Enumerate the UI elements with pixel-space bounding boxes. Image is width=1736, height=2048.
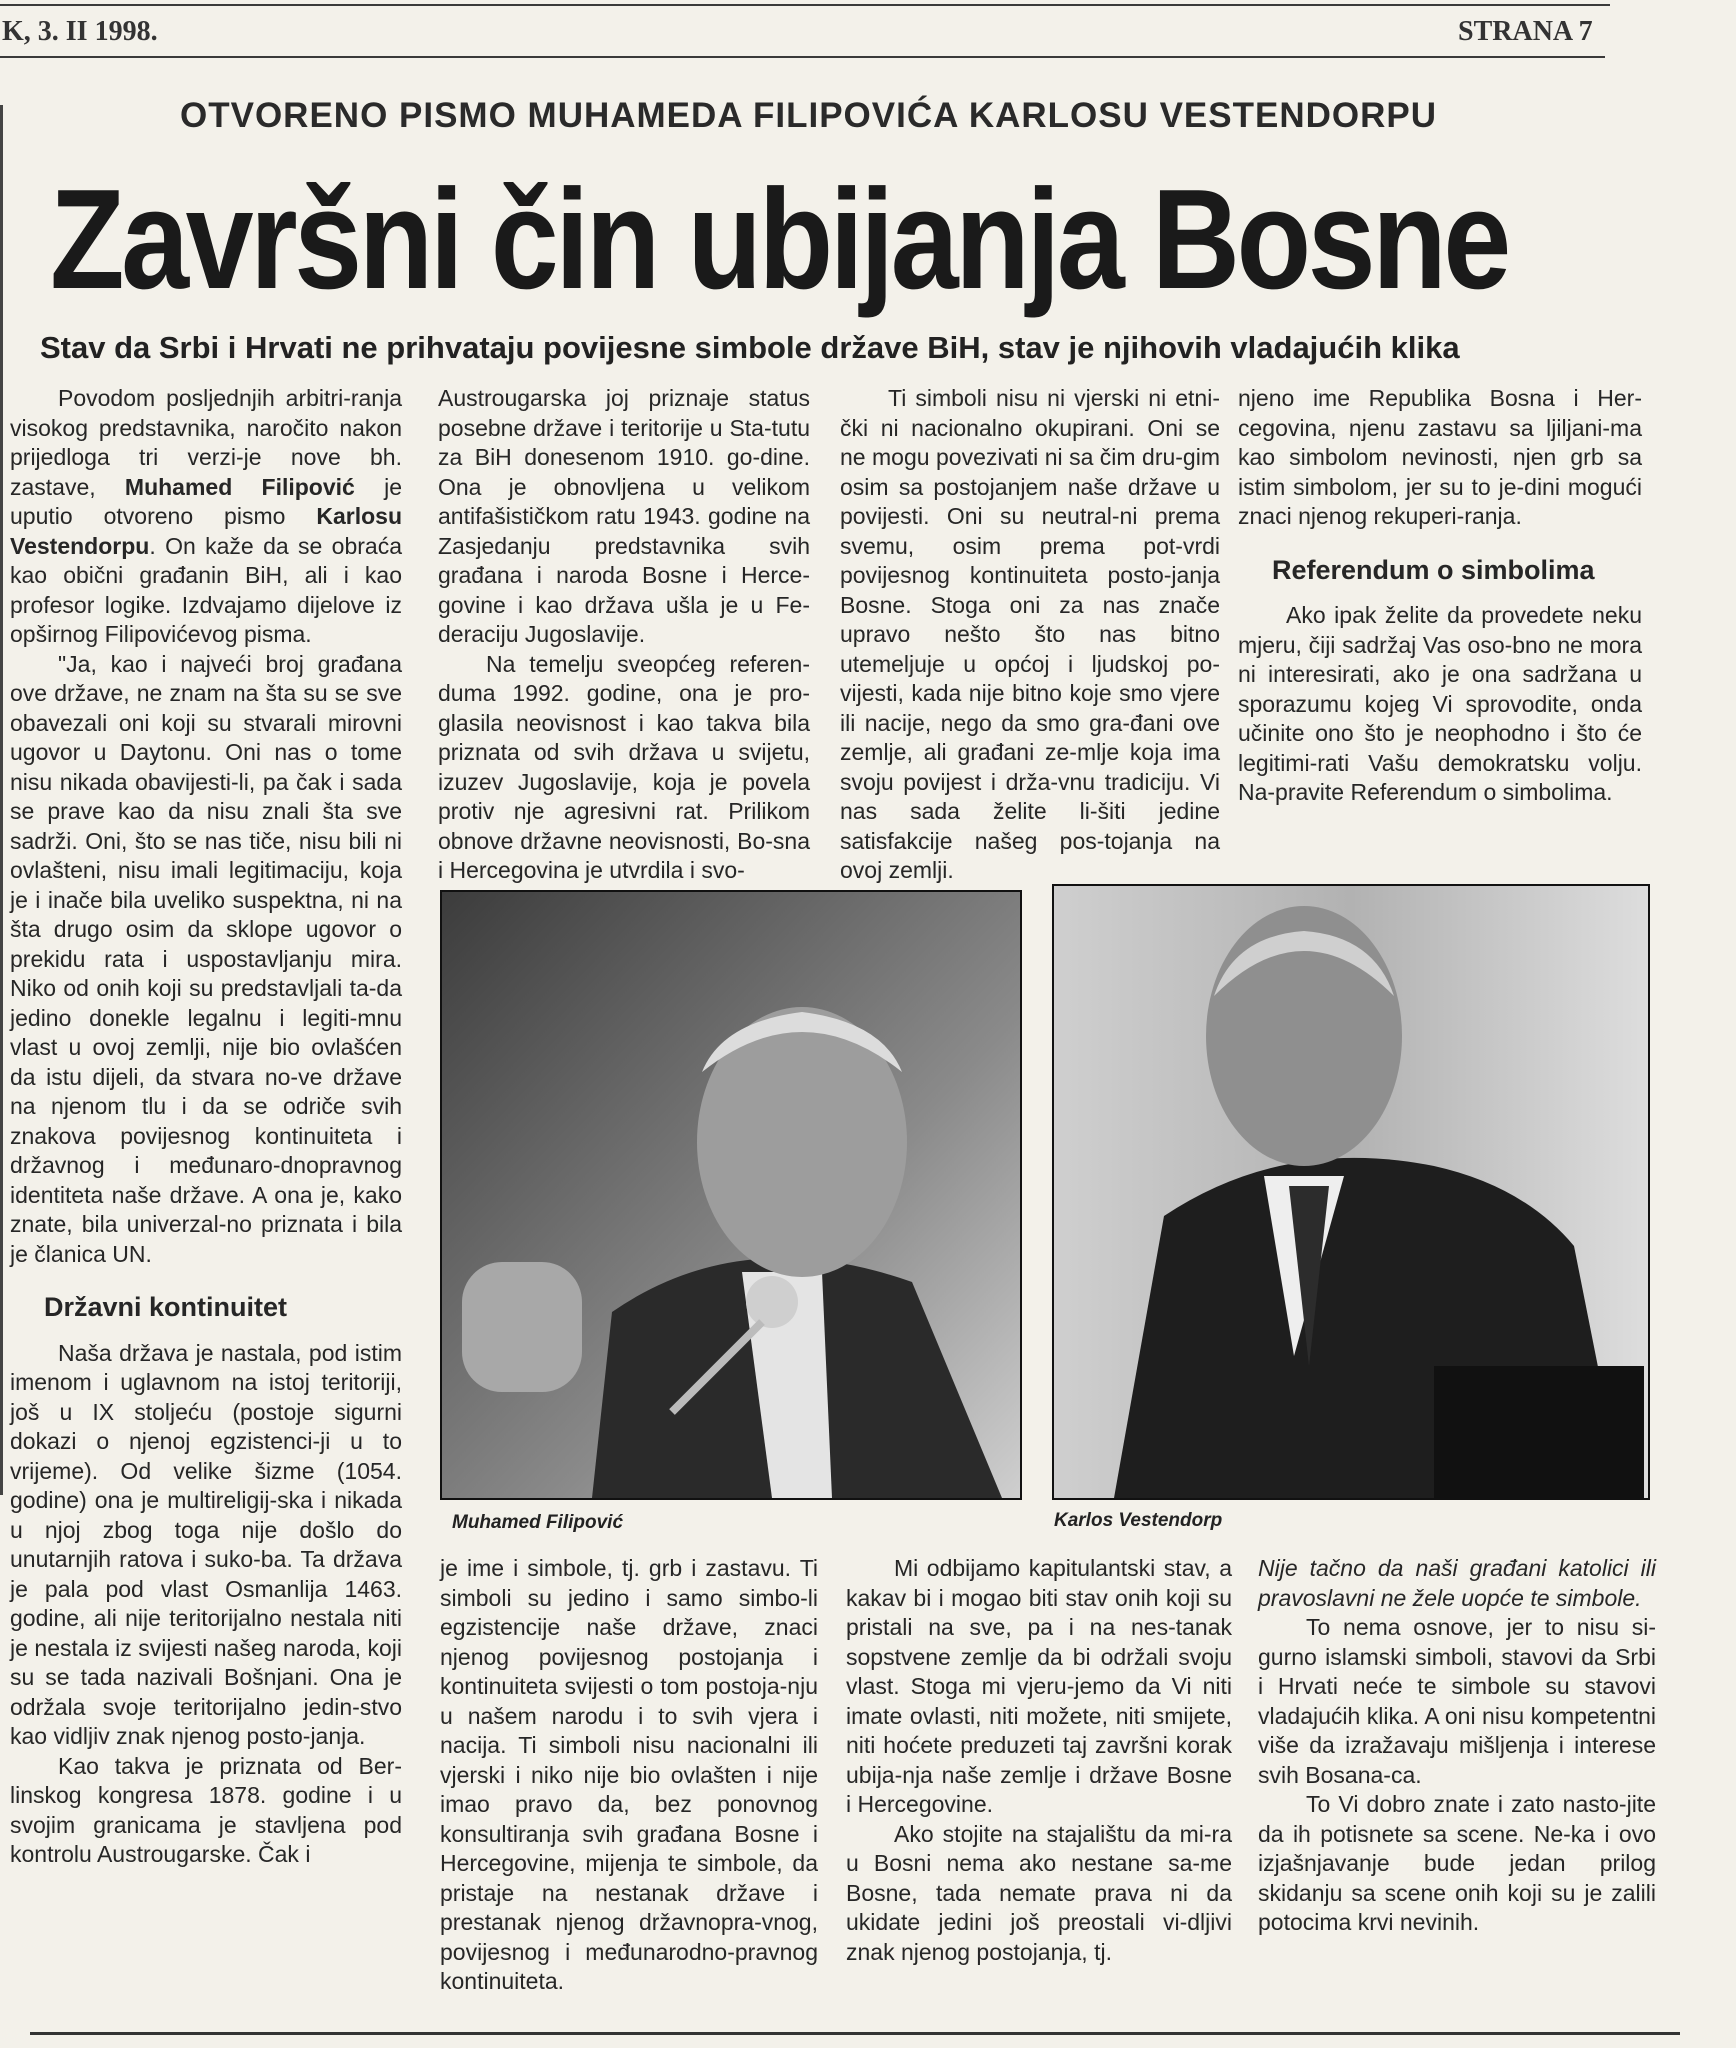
italic-text: Nije tačno da naši građani katolici ili pravoslavni ne žele uopće te simbole. (1258, 1555, 1656, 1611)
article-column-6 (846, 1554, 1232, 1967)
portrait-illustration (1054, 886, 1648, 1498)
intro-text-c: . On kaže da se obraća kao obični građanin BiH, ali i kao profesor logike. Izdvajamo dijelove iz opširnog Filipovićevog pisma. (10, 532, 402, 647)
paragraph: Ako stojite na stajalištu da mi-ra u Bosni nema ako nestane sa-me Bosne, tada nemate prava ni da ukidate jedini još preostali vi-dljivi znak njenog postojanja, tj. (846, 1820, 1232, 1965)
paragraph: Ti simboli nisu ni vjerski ni etni-čki ni nacionalno okupirani. Oni se ne mogu povezivati ni sa čim dru-gim osim sa postojanjem naše države u povijesti. Oni su neutral-ni prema svemu, osim prema pot-vrdi povijesnog kontinuiteta posto-janja Bosne. Stoga oni za nas znače upravo nešto što nas bitno utemeljuje u općoj i ljudskoj po-vijesti, kada nije bitno koje smo vjere ili nacije, nego da smo gra-đani ove zemlje, ali građani ze-mlje koja ima svoju povijest i drža-vnu tradiciju. Vi nas sada želite li-šiti jedine satisfakcije našeg pos-tojanja na ovoj zemlji. (840, 385, 1220, 883)
paragraph: "Ja, kao i najveći broj građana ove države, ne znam na šta su se sve obavezali oni koji su stvarali mirovni ugovor u Daytonu. Oni nas o tome nisu nikada obavijesti-li, pa čak i sada se prave kao da nisu znali šta sve sadrži. Oni, što se nas tiče, nisu bili ni ovlašteni, nisu imali legitimaciju, koja je i inače bila uveliko suspektna, ni na šta drugo osim da sklope ugovor o prekidu rata i uspostavljanju mira. Niko od onih koji su predstavljali ta-da jedino donekle legalnu i legiti-mnu vlast u ovoj zemlji, nije bio ovlašćen da istu dijeli, da stvara no-ve države na njenom tlu i da se odriče svih znakova povijesnog kontinuiteta i državnog i međunaro-dnopravnog identiteta naše države. A ona je, kako znate, bila univerzal-no priznata i bila je članica UN. (10, 650, 402, 1267)
paragraph: Austrougarska joj priznaje status posebne države i teritorije u Sta-tutu za BiH donesenom 1910. go-dine. Ona je obnovljena u velikom antifašističkom ratu 1943. godine na Zasjedanju predstavnika svih građana i naroda Bosne i Herce-govine i kao država ušla je u Fe-deraciju Jugoslavije. (438, 385, 810, 647)
top-rule (0, 4, 1610, 6)
portrait-illustration (442, 892, 1020, 1498)
italic-paragraph (1258, 1554, 1656, 1613)
author-name: Muhamed Filipović (124, 473, 355, 500)
paragraph: Ako ipak želite da provedete neku mjeru, čiji sadržaj Vas oso-bno ne mora ni interesirati, ako je ona sadržana u sporazumu kojeg Vi sprovodite, onda učinite ono što je neophodno i što će legitimi-rati Vašu demokratsku volju. Na-pravite Referendum o simbolima. (1238, 602, 1642, 805)
article-column-3 (840, 384, 1220, 886)
article-column-4 (1238, 384, 1642, 808)
issue-date: K, 3. II 1998. (2, 16, 158, 47)
intro-text-b: je uputio otvoreno pismo (10, 473, 402, 529)
headline: Završni čin ubijanja Bosne (50, 160, 1508, 319)
photo-filipovic (440, 890, 1022, 1500)
paragraph: Naša država je nastala, pod istim imenom i uglavnom na istoj teritoriji, još u IX stoljeću (postoje sigurni dokazi o njenoj egzistenci-ji u to vrijeme). Od velike šizme (1054. godine) ona je multireligij-ska i nikada u njoj zbog toga nije došlo do unutarnjih ratova i suko-ba. Ta država je pala pod vlast Osmanlija 1463. godine, ali nije teritorijalno nestala niti je nestala iz svijesti našeg naroda, koji su se tada nazivali Bošnjani. Ona je održala svoje teritorijalno jedin-stvo kao vidljiv znak njenog posto-janja. (10, 1339, 402, 1749)
subheadline: Stav da Srbi i Hrvati ne prihvataju povijesne simbole države BiH, stav je njihovih vladajućih klika (40, 330, 1460, 365)
left-column-rule (0, 105, 3, 1495)
paragraph: Na temelju sveopćeg referen-duma 1992. godine, ona je pro-glasila neovisnost i kao takva bila priznata od svih država u svijetu, izuzev Jugoslavije, koja je povela protiv nje agresivni rat. Prilikom obnove državne neovisnosti, Bo-sna i Hercegovina je utvrdila i svo- (438, 650, 810, 883)
article-column-2 (438, 384, 810, 886)
intro-text-a: Povodom posljednjih arbitri-ranja visokog predstavnika, naročito nakon prijedloga tri verzi-je nove bh. zastave, (10, 385, 402, 500)
paragraph: To Vi dobro znate i zato nasto-jite da ih potisnete sa scene. Ne-ka i ovo izjašnjavanje bude jedan prilog skidanju sa scene onih koji su je zalili potocima krvi nevinih. (1258, 1791, 1656, 1935)
paragraph: je ime i simbole, tj. grb i zastavu. Ti simboli su jedino i samo simbo-li egzistencije naše države, znaci njenog povijesnog postojanja i kontinuiteta svijesti o tom postoja-nju u našem narodu i to svih vjera i nacija. Ti simboli nisu nacionalni ili vjerski i niko nije bio ovlašten i nije imao pravo da, bez ponovnog konsultiranja svih građana Bosne i Hercegovine, mijenja te simbole, da pristaje na nestanak države i prestanak njenog državnopra-vnog, povijesnog i međunarodno-pravnog kontinuiteta. (440, 1555, 818, 1994)
article-column-1 (10, 384, 402, 1870)
section-heading: Državni kontinuitet (44, 1292, 288, 1322)
photo-caption-left: Muhamed Filipović (452, 1512, 624, 1533)
paragraph: To nema osnove, jer to nisu si-gurno islamski simboli, stavovi da Srbi i Hrvati neće te simbole su stavovi vladajućih klika. A oni nisu kompetentni više da izražavaju mišljenja i interese svih Bosana-ca. (1258, 1614, 1656, 1788)
paragraph: Kao takva je priznata od Ber-linskog kongresa 1878. godine i u svojim granicama je stavljena pod kontrolu Austrougarske. Čak i (10, 1752, 402, 1867)
bottom-rule (30, 2032, 1680, 2035)
section-heading: Referendum o simbolima (1272, 554, 1595, 585)
header-rule (0, 56, 1605, 58)
recipient-name: Karlosu Vestendorpu (10, 503, 402, 559)
paragraph: njeno ime Republika Bosna i Her-cegovina, njenu zastavu sa ljiljani-ma kao simbolom nevinosti, njen grb sa istim simbolom, jer su to je-dini mogući znaci njenog rekuperi-ranja. (1238, 385, 1642, 529)
article-column-7 (1258, 1554, 1656, 1938)
paragraph: Mi odbijamo kapitulantski stav, a kakav bi i mogao biti stav onih koji su pristali na sve, pa i na nes-tanak sopstvene zemlje da bi održali svoju vlast. Stoga mi vjeru-jemo da Vi niti imate ovlasti, niti možete, niti smijete, niti hoćete preduzeti taj završni korak ubija-nja naše zemlje i države Bosne i Hercegovine. (846, 1555, 1232, 1817)
photo-caption-right: Karlos Vestendorp (1054, 1510, 1223, 1531)
photo-vestendorp (1052, 884, 1650, 1500)
kicker: OTVORENO PISMO MUHAMEDA FILIPOVIĆA KARLOSU VESTENDORPU (180, 96, 1438, 135)
article-column-5 (440, 1554, 818, 1997)
page-number: STRANA 7 (1458, 16, 1593, 47)
intro-paragraph (10, 384, 402, 650)
